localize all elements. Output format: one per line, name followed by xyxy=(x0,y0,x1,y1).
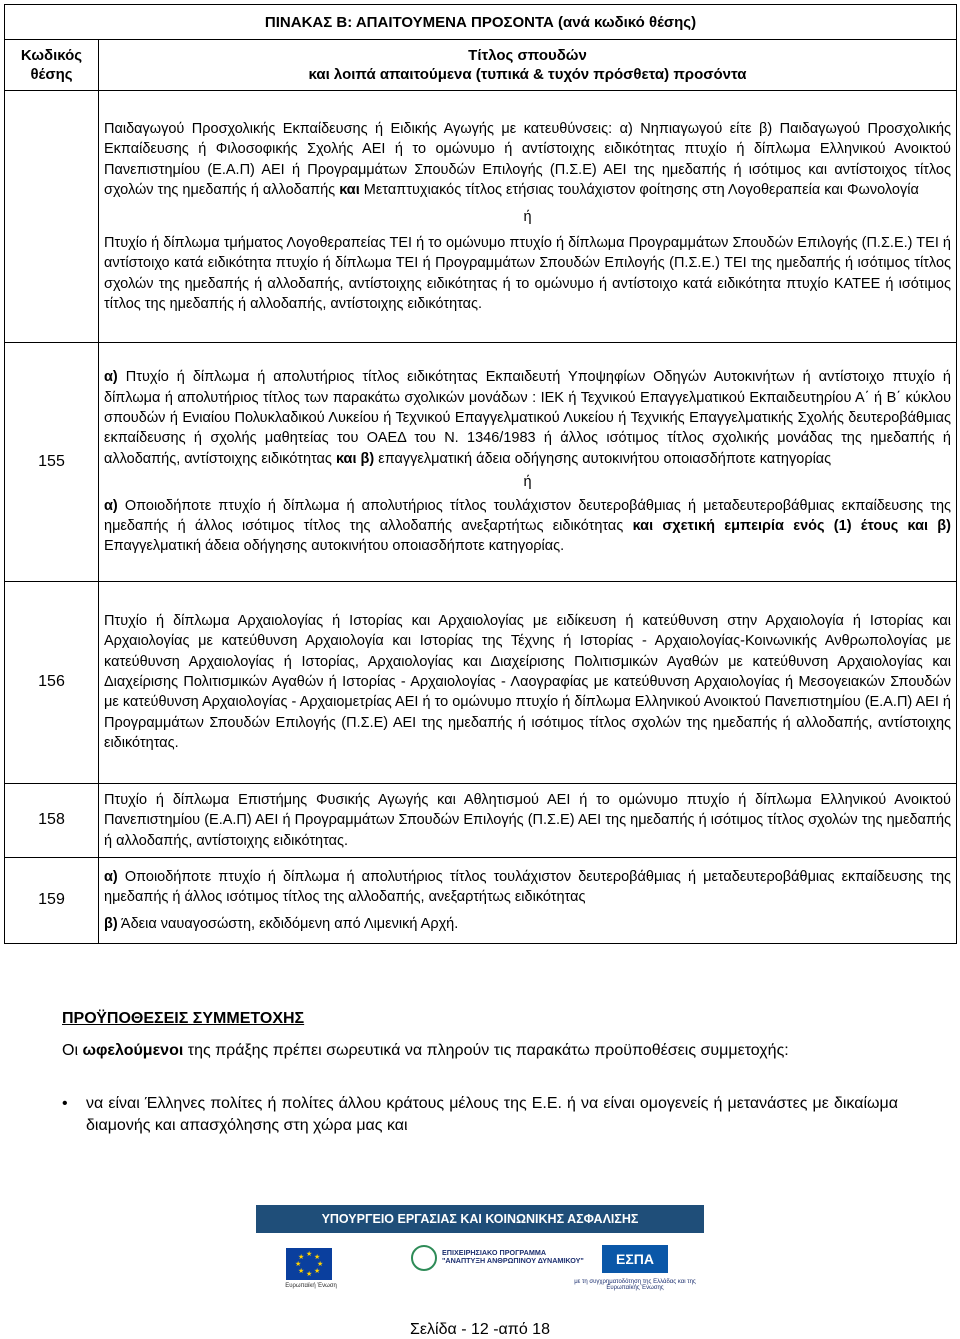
qualification-text: Πτυχίο ή δίπλωμα Αρχαιολογίας ή Ιστορίας και Αρχαιολογίας με ειδίκευση ή κατεύθυνση στην Αρχαιολογία ή Ιστορίας και Αρχαιολογίας με κατεύθυνση Αρχαιολογία και Ιστορίας της Τέχνης ή Ιστορίας - Αρχαιολογίας-Κοινωνικής Ανθρωπολογίας με κατεύθυνση Αρχαιολογίας ή Ιστορίας, Αρχαιολογίας και Διαχείρισης Πολιτισμικών Αγαθών με κατεύθυνση Αρχαιολογίας και Διαχείρισης Πολιτισμικών Αγαθών ή Ιστορίας - Αρχαιολογίας - Λαογραφίας με κατεύθυνση Αρχαιολογίας ή Μεσογειακών Σπουδών με κατεύθυνση Αρχαιολογίας - Αρχαιομετρίας ΑΕΙ ή το ομώνυμο πτυχίο ή δίπλωμα Ελληνικού Ανοικτού Πανεπιστημίου (Ε.Α.Π) ΑΕΙ ή Προγραμμάτων Σπουδών Επιλογής (Π.Σ.Ε) ΑΕΙ της ημεδαπής ή ισότιμος τίτλος σχολών της ημεδαπής ή αλλοδαπής, αντίστοιχης ειδικότητας. xyxy=(104,612,951,752)
header-code-cell xyxy=(5,40,99,91)
qualifications-table xyxy=(4,4,957,944)
qualification-text: α) Οποιοδήποτε πτυχίο ή δίπλωμα ή απολυτήριος τίτλος τουλάχιστον δευτεροβάθμιας ή μεταδευτεροβάθμιας εκπαίδευσης της ημεδαπής ή άλλος ισότιμος τίτλος της αλλοδαπής, ανεξαρτήτως ειδικότητας xyxy=(104,868,951,906)
funding-banner xyxy=(256,1205,704,1315)
espa-logo: ΕΣΠΑ xyxy=(602,1245,668,1273)
eu-caption: Ευρωπαϊκή Ένωση xyxy=(285,1283,337,1289)
qualification-text: α) Πτυχίο ή δίπλωμα ή απολυτήριος τίτλος ειδικότητας Εκπαιδευτή Υποψηφίων Οδηγών Αυτοκινήτων ή αντίστοιχο πτυχίο ή δίπλωμα ή απολυτήριος τίτλος των παρακάτω σχολικών μονάδων : ΙΕΚ ή Τεχνικού Επαγγελματικού Εκπαιδευτηρίου Α΄ ή Β΄ κύκλου σπουδών ή Ενιαίου Πολυκλαδικού Λυκείου ή Τεχνικού Επαγγελματικού Λυκείου ή Τεχνικής Επαγγελματικής Σχολής δευτεροβάθμιας εκπαίδευσης ή σχολής μαθητείας του ΟΑΕΔ του Ν. 1346/1983 ή άλλος ισότιμος τίτλος σχολικής μονάδας της ημεδαπής ή αλλοδαπής, αντίστοιχης ειδικότητας και β) επαγγελματική άδεια οδήγησης αυτοκινήτου οποιασδήποτε κατηγορίας xyxy=(104,369,951,467)
or-separator: ή xyxy=(523,208,532,225)
banner-logos xyxy=(256,1233,704,1315)
header-main-line2: και λοιπά απαιτούμενα (τυπικά & τυχόν πρόσθετα) προσόντα xyxy=(308,66,747,84)
page-number: Σελίδα - 12 -από 18 xyxy=(410,1321,550,1338)
code-cell-continued xyxy=(5,91,99,343)
qualification-cell xyxy=(99,857,957,943)
table-title: ΠΙΝΑΚΑΣ Β: ΑΠΑΙΤΟΥΜΕΝΑ ΠΡΟΣΟΝΤΑ (ανά κωδικό θέσης) xyxy=(5,5,957,40)
qualification-text: α) Οποιοδήποτε πτυχίο ή δίπλωμα ή απολυτήριος τίτλος τουλάχιστον δευτεροβάθμιας ή μεταδευτεροβάθμιας εκπαίδευσης της ημεδαπής ή άλλος ισότιμος τίτλος της αλλοδαπής ανεξαρτήτως ειδικότητας και σχετική εμπειρία ενός (1) έτους και β) Επαγγελματική άδεια οδήγησης αυτοκινήτου οποιασδήποτε κατηγορίας. xyxy=(104,497,951,555)
code-cell: 155 xyxy=(5,343,99,581)
qualification-cell xyxy=(99,783,957,857)
qualification-text: Πτυχίο ή δίπλωμα Επιστήμης Φυσικής Αγωγής και Αθλητισμού ΑΕΙ ή το ομώνυμο πτυχίο ή δίπλωμα Ελληνικού Ανοικτού Πανεπιστημίου (Ε.Α.Π) ΑΕΙ ή Προγραμμάτων Σπουδών Επιλογής (Π.Σ.Ε) ΑΕΙ της ημεδαπής ή ισότιμος τίτλος σχολών της ημεδαπής ή αλλοδαπής, αντίστοιχης ειδικότητας. xyxy=(104,791,951,849)
code-cell: 156 xyxy=(5,581,99,783)
qualification-cell-continued xyxy=(99,91,957,343)
qualification-text: Πτυχίο ή δίπλωμα τμήματος Λογοθεραπείας ΤΕΙ ή το ομώνυμο πτυχίο ή δίπλωμα Προγραμμάτων Σπουδών Επιλογής (Π.Σ.Ε.) ΤΕΙ ή αντίστοιχο κατά ειδικότητα πτυχίο ή δίπλωμα ΤΕΙ ή Προγραμμάτων Σπουδών Επιλογής (Π.Σ.Ε.) ΤΕΙ της ημεδαπής ή ισότιμος τίτλος σχολών της ημεδαπής ή αλλοδαπής, αντίστοιχης ειδικότητας ή το ομώνυμο ή αντίστοιχο κατά ειδικότητα πτυχίο ΚΑΤΕΕ ή ισότιμος τίτλος της ημεδαπής ή αλλοδαπής, αντίστοιχης ειδικότητας. xyxy=(104,234,951,313)
header-qualifications-cell xyxy=(99,40,957,91)
qualification-cell xyxy=(99,343,957,581)
qualification-text: Παιδαγωγού Προσχολικής Εκπαίδευσης ή Ειδικής Αγωγής με κατευθύνσεις: α) Νηπιαγωγού είτε β) Παιδαγωγού Προσχολικής Εκπαίδευσης ή Φιλοσοφικής Σχολής ΑΕΙ ή το ομώνυμο ή αντίστοιχης ειδικότητας πτυχίο ή δίπλωμα Ελληνικού Ανοικτού Πανεπιστημίου (Ε.Α.Π) ΑΕΙ ή Προγραμμάτων Σπουδών Επιλογής (Π.Σ.Ε) ΑΕΙ της ημεδαπής ή ισότιμος και αντίστοιχος τίτλος σχολών της ημεδαπής ή αλλοδαπής και Μεταπτυχιακός τίτλος ετήσιας τουλάχιστον φοίτησης στη Λογοθεραπεία και Φωνολογία xyxy=(104,120,951,199)
program-logo-icon xyxy=(411,1245,437,1271)
header-code-line2: θέσης xyxy=(30,66,73,84)
conditions-paragraph: Οι ωφελούμενοι της πράξης πρέπει σωρευτικά να πληρούν τις παρακάτω προϋποθέσεις συμμετοχής: xyxy=(62,1042,789,1059)
code-cell: 158 xyxy=(5,783,99,857)
eu-flag-icon: ★ ★ ★ ★ ★ ★ ★ ★ xyxy=(286,1248,332,1280)
list-item-text: να είναι Έλληνες πολίτες ή πολίτες άλλου κράτους μέλους της Ε.Ε. ή να είναι ομογενείς ή μετανάστες με δικαίωμα διαμονής και απασχόλησης στη χώρα μας και xyxy=(86,1095,898,1134)
program-name: ΕΠΙΧΕΙΡΗΣΙΑΚΟ ΠΡΟΓΡΑΜΜΑ "ΑΝΑΠΤΥΞΗ ΑΝΘΡΩΠΙΝΟΥ ΔΥΝΑΜΙΚΟΥ" xyxy=(442,1248,584,1266)
header-main-line1: Τίτλος σπουδών xyxy=(468,47,587,65)
code-cell: 159 xyxy=(5,857,99,943)
or-separator: ή xyxy=(523,474,532,491)
header-code-line1: Κωδικός xyxy=(20,47,83,65)
qualification-text: β) Άδεια ναυαγοσώστη, εκδιδόμενη από Λιμενική Αρχή. xyxy=(104,915,459,932)
bullet-icon: • xyxy=(62,1095,68,1112)
qualification-cell xyxy=(99,581,957,783)
espa-caption: με τη συγχρηματοδότηση της Ελλάδας και της Ευρωπαϊκής Ένωσης xyxy=(574,1279,696,1291)
ministry-name: ΥΠΟΥΡΓΕΙΟ ΕΡΓΑΣΙΑΣ ΚΑΙ ΚΟΙΝΩΝΙΚΗΣ ΑΣΦΑΛΙΣΗΣ xyxy=(256,1205,704,1233)
conditions-heading: ΠΡΟΫΠΟΘΕΣΕΙΣ ΣΥΜΜΕΤΟΧΗΣ xyxy=(62,1010,305,1027)
